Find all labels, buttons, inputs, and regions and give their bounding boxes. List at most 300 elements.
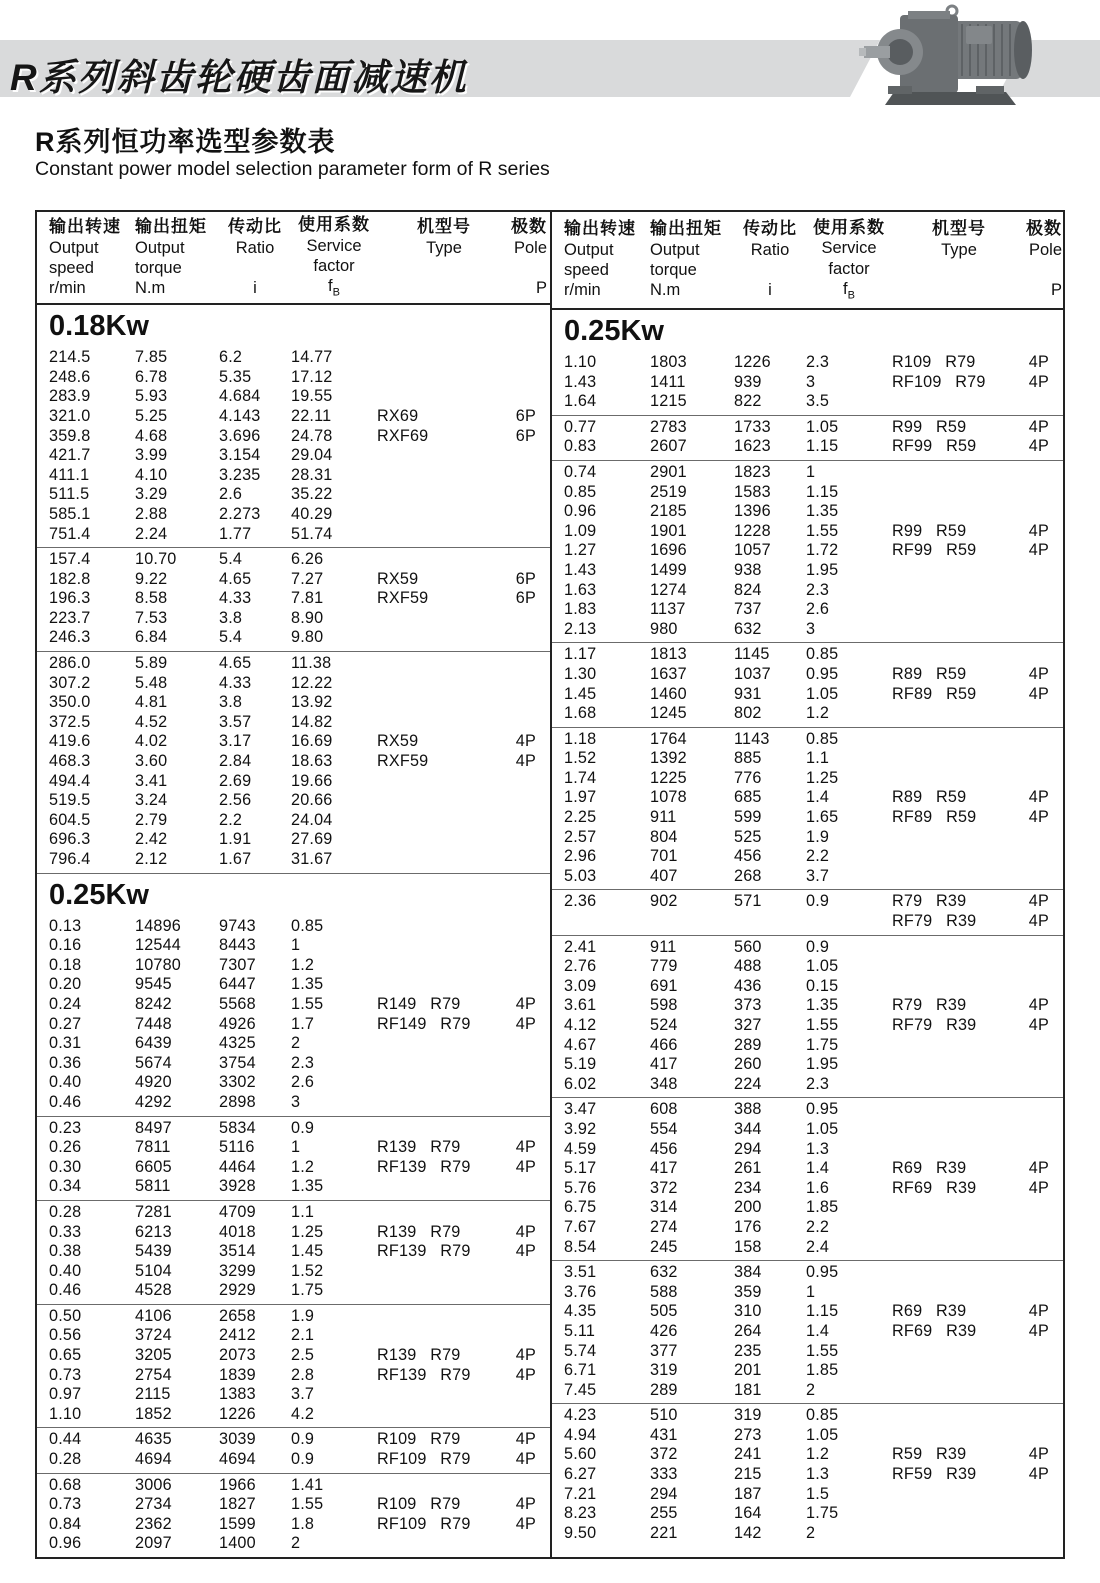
cell-service-factor: 1.9 — [291, 1306, 315, 1325]
cell-type — [377, 1326, 511, 1346]
cell-pole: 4P — [1028, 912, 1049, 931]
cell-type — [377, 674, 511, 694]
header-pole: 极数 Pole P — [1026, 219, 1062, 300]
cell-service-factor: 0.9 — [291, 1118, 315, 1137]
cell-output-speed: 1.18 — [564, 729, 597, 748]
cell-pole: 4P — [1028, 1159, 1049, 1178]
cell-output-speed: 4.67 — [564, 1035, 597, 1054]
cell-service-factor: 35.22 — [291, 485, 333, 504]
table-row — [37, 693, 550, 713]
cell-ratio: 2898 — [219, 1092, 256, 1111]
cell-pole — [1026, 828, 1051, 848]
table-row — [37, 752, 550, 772]
cell-output-speed: 350.0 — [49, 693, 91, 712]
cell-type: R139 R79 — [377, 1222, 461, 1241]
cell-ratio: 3928 — [219, 1177, 256, 1196]
cell-ratio: 5568 — [219, 994, 256, 1013]
cell-type — [892, 828, 1026, 848]
cell-output-speed: 5.60 — [564, 1445, 597, 1464]
cell-ratio: 1827 — [219, 1495, 256, 1514]
cell-pole — [511, 811, 538, 831]
cell-ratio: 310 — [734, 1302, 762, 1321]
cell-pole — [1026, 1036, 1051, 1056]
cell-pole: 4P — [515, 1495, 536, 1514]
cell-service-factor: 1.05 — [806, 957, 839, 976]
table-row — [37, 1242, 550, 1262]
cell-pole: 4P — [515, 1514, 536, 1533]
cell-output-torque: 7448 — [135, 1014, 172, 1033]
cell-pole — [511, 674, 538, 694]
cell-output-torque: 2.42 — [135, 830, 168, 849]
cell-output-speed: 321.0 — [49, 406, 91, 425]
cell-service-factor: 1.15 — [806, 1302, 839, 1321]
cell-ratio: 384 — [734, 1263, 762, 1282]
cell-service-factor: 2 — [291, 1534, 301, 1553]
cell-type — [377, 693, 511, 713]
cell-service-factor: 1.15 — [806, 437, 839, 456]
banner-title: R系列斜齿轮硬齿面减速机 — [10, 57, 468, 98]
cell-output-torque: 3.60 — [135, 752, 168, 771]
cell-pole: 4P — [1028, 437, 1049, 456]
table-row — [37, 1534, 550, 1554]
cell-type — [377, 1534, 511, 1554]
cell-output-speed: 2.13 — [564, 619, 597, 638]
cell-output-speed: 2.57 — [564, 827, 597, 846]
cell-output-torque — [650, 912, 734, 932]
cell-type: RXF59 — [377, 752, 429, 771]
cell-service-factor: 2.6 — [291, 1073, 315, 1092]
cell-type: R59 R39 — [892, 1445, 967, 1464]
cell-ratio: 268 — [734, 866, 762, 885]
cell-output-speed: 3.61 — [564, 996, 597, 1015]
cell-type — [892, 1238, 1026, 1258]
cell-type — [377, 505, 511, 525]
cell-ratio: 737 — [734, 600, 762, 619]
cell-service-factor: 1 — [291, 936, 301, 955]
cell-output-torque: 701 — [650, 847, 678, 866]
cell-pole — [511, 956, 538, 976]
cell-output-speed: 511.5 — [49, 485, 90, 504]
cell-output-speed: 3.51 — [564, 1263, 597, 1282]
cell-ratio: 2658 — [219, 1306, 256, 1325]
table-row — [37, 609, 550, 629]
cell-output-torque: 2185 — [650, 502, 687, 521]
cell-ratio: 2.2 — [219, 810, 243, 829]
cell-ratio: 176 — [734, 1217, 762, 1236]
cell-service-factor: 24.04 — [291, 810, 333, 829]
table-left-half — [37, 212, 550, 1557]
cell-ratio: 1228 — [734, 521, 771, 540]
cell-service-factor: 0.85 — [806, 645, 839, 664]
cell-ratio: 2.56 — [219, 791, 252, 810]
cell-output-speed: 1.27 — [564, 541, 597, 560]
row-block — [37, 1304, 550, 1428]
table-row — [552, 957, 1063, 977]
cell-output-torque: 5104 — [135, 1261, 172, 1280]
cell-output-torque: 3724 — [135, 1326, 172, 1345]
cell-ratio: 260 — [734, 1055, 762, 1074]
cell-service-factor: 1.75 — [806, 1035, 839, 1054]
cell-pole — [511, 1385, 538, 1405]
table-row — [552, 977, 1063, 997]
cell-service-factor: 12.22 — [291, 673, 333, 692]
cell-pole: 4P — [515, 1157, 536, 1176]
table-row — [552, 1055, 1063, 1075]
table-row — [37, 1034, 550, 1054]
cell-pole — [511, 975, 538, 995]
cell-output-speed: 7.45 — [564, 1380, 597, 1399]
cell-type: RF89 R59 — [892, 684, 977, 703]
cell-type: R69 R39 — [892, 1159, 967, 1178]
cell-pole — [511, 1034, 538, 1054]
cell-pole — [1026, 1075, 1051, 1095]
cell-service-factor: 2 — [291, 1034, 301, 1053]
cell-output-torque: 2.12 — [135, 850, 168, 868]
cell-service-factor: 6.26 — [291, 550, 324, 569]
cell-type — [377, 1307, 511, 1327]
cell-service-factor: 1.4 — [806, 1321, 830, 1340]
cell-output-speed: 1.17 — [564, 645, 597, 664]
cell-pole — [1026, 1100, 1051, 1120]
row-block — [37, 915, 550, 1116]
cell-ratio: 2073 — [219, 1346, 256, 1365]
cell-output-speed: 1.09 — [564, 521, 597, 540]
cell-ratio: 4694 — [219, 1450, 256, 1469]
cell-service-factor: 7.81 — [291, 589, 324, 608]
cell-pole — [511, 654, 538, 674]
cell-ratio: 3754 — [219, 1053, 256, 1072]
cell-type — [377, 1177, 511, 1197]
table-row — [37, 811, 550, 831]
cell-pole — [1026, 1406, 1051, 1426]
cell-type — [377, 1203, 511, 1223]
cell-output-torque: 3.99 — [135, 446, 168, 465]
table-row — [552, 392, 1063, 412]
cell-output-torque: 2.88 — [135, 504, 168, 523]
cell-output-torque: 245 — [650, 1237, 678, 1256]
cell-output-torque: 2.79 — [135, 810, 168, 829]
row-block — [37, 1116, 550, 1200]
table-row — [37, 1158, 550, 1178]
table-row — [552, 1426, 1063, 1446]
cell-output-speed: 0.13 — [49, 916, 82, 935]
cell-service-factor: 1.9 — [806, 827, 830, 846]
table-row — [552, 769, 1063, 789]
cell-type: RXF59 — [377, 589, 429, 608]
table-row — [37, 830, 550, 850]
cell-service-factor: 1.4 — [806, 788, 830, 807]
table-row — [552, 892, 1063, 912]
cell-output-torque: 7811 — [135, 1138, 171, 1157]
cell-ratio: 3039 — [219, 1430, 256, 1449]
cell-pole: 4P — [515, 1346, 536, 1365]
cell-pole — [1026, 600, 1051, 620]
cell-output-torque: 8497 — [135, 1118, 172, 1137]
cell-output-torque: 372 — [650, 1178, 678, 1197]
cell-output-torque: 255 — [650, 1504, 678, 1523]
cell-type — [892, 769, 1026, 789]
cell-type — [377, 446, 511, 466]
table-row — [552, 867, 1063, 887]
cell-output-torque: 3.29 — [135, 485, 168, 504]
cell-pole — [1026, 483, 1051, 503]
table-row — [552, 1485, 1063, 1505]
cell-pole — [1026, 463, 1051, 483]
cell-ratio: 824 — [734, 580, 762, 599]
cell-output-speed: 0.73 — [49, 1495, 82, 1514]
cell-ratio: 776 — [734, 768, 762, 787]
cell-service-factor: 1.3 — [806, 1139, 830, 1158]
cell-type — [377, 1034, 511, 1054]
cell-type: RX59 — [377, 569, 419, 588]
cell-pole: 4P — [1028, 892, 1049, 911]
cell-output-speed: 9.50 — [564, 1523, 597, 1542]
cell-type — [892, 1485, 1026, 1505]
cell-ratio: 319 — [734, 1406, 762, 1425]
table-row — [37, 1262, 550, 1282]
cell-service-factor: 1.1 — [291, 1202, 315, 1221]
cell-pole — [1026, 769, 1051, 789]
cell-type: RF89 R59 — [892, 808, 977, 827]
cell-output-torque: 1245 — [650, 704, 687, 723]
cell-type — [377, 654, 511, 674]
cell-pole — [511, 387, 538, 407]
cell-pole — [511, 1476, 538, 1496]
cell-type: RF139 R79 — [377, 1242, 471, 1261]
cell-service-factor: 1.55 — [806, 521, 839, 540]
table-right-body — [552, 310, 1063, 1546]
table-row — [37, 1177, 550, 1197]
cell-ratio: 8443 — [219, 936, 256, 955]
cell-pole: 4P — [515, 732, 536, 751]
cell-output-torque: 407 — [650, 866, 678, 885]
cell-pole — [1026, 1283, 1051, 1303]
cell-service-factor: 1.75 — [806, 1504, 839, 1523]
cell-ratio: 5.4 — [219, 628, 243, 647]
cell-ratio: 685 — [734, 788, 762, 807]
cell-service-factor: 1.55 — [806, 1016, 839, 1034]
table-row — [552, 912, 1063, 932]
cell-output-torque: 4.52 — [135, 712, 168, 731]
cell-output-torque: 8242 — [135, 994, 172, 1013]
cell-output-torque: 1803 — [650, 353, 687, 371]
table-row — [552, 1218, 1063, 1238]
cell-output-speed: 7.67 — [564, 1217, 597, 1236]
cell-output-torque: 4.10 — [135, 465, 168, 484]
cell-output-speed: 0.36 — [49, 1053, 82, 1072]
cell-type — [892, 483, 1026, 503]
cell-output-speed: 3.47 — [564, 1100, 597, 1119]
cell-pole — [511, 1119, 538, 1139]
cell-type: R69 R39 — [892, 1302, 967, 1321]
cell-service-factor: 1.85 — [806, 1198, 839, 1217]
cell-output-torque: 510 — [650, 1406, 678, 1425]
table-row — [552, 561, 1063, 581]
cell-type — [377, 830, 511, 850]
cell-service-factor: 1.55 — [806, 1341, 839, 1360]
cell-output-speed: 223.7 — [49, 608, 91, 627]
service-factor-symbol: $f_B$ — [843, 279, 855, 301]
cell-service-factor: 1.05 — [806, 417, 839, 436]
cell-output-speed: 6.02 — [564, 1074, 597, 1093]
cell-type — [377, 811, 511, 831]
cell-service-factor: 0.9 — [291, 1450, 315, 1469]
cell-type — [377, 1281, 511, 1301]
cell-service-factor: 2.4 — [806, 1237, 830, 1256]
cell-type — [377, 850, 511, 870]
cell-output-speed: 3.09 — [564, 976, 597, 995]
cell-output-speed: 4.94 — [564, 1425, 597, 1444]
cell-type — [892, 1406, 1026, 1426]
cell-ratio: 3299 — [219, 1261, 256, 1280]
cell-ratio: 181 — [734, 1380, 762, 1399]
cell-output-torque: 1499 — [650, 560, 687, 579]
cell-pole — [1026, 749, 1051, 769]
cell-output-torque: 911 — [650, 808, 677, 827]
cell-type: RF79 R39 — [892, 912, 977, 931]
cell-output-speed: 1.52 — [564, 749, 597, 768]
cell-type: RF139 R79 — [377, 1365, 471, 1384]
cell-service-factor: 29.04 — [291, 446, 333, 465]
cell-type: RF139 R79 — [377, 1157, 471, 1176]
table-row — [552, 1016, 1063, 1036]
cell-output-speed: 419.6 — [49, 732, 91, 751]
cell-type: R109 R79 — [892, 353, 976, 371]
cell-ratio: 4.143 — [219, 406, 261, 425]
cell-ratio: 3.696 — [219, 426, 261, 445]
cell-type — [892, 1524, 1026, 1544]
table-row — [37, 1385, 550, 1405]
cell-pole — [1026, 1198, 1051, 1218]
cell-service-factor: 1.35 — [291, 975, 324, 994]
cell-type: RF69 R39 — [892, 1178, 977, 1197]
cell-ratio: 939 — [734, 372, 762, 391]
cell-service-factor — [806, 912, 892, 932]
cell-type — [892, 600, 1026, 620]
cell-pole — [511, 1405, 538, 1425]
cell-ratio: 938 — [734, 560, 762, 579]
table-row — [552, 1100, 1063, 1120]
cell-service-factor: 1.2 — [291, 955, 315, 974]
cell-service-factor: 11.38 — [291, 654, 332, 673]
cell-ratio: 1145 — [734, 645, 770, 664]
cell-output-torque: 2519 — [650, 482, 687, 501]
cell-output-torque: 9545 — [135, 975, 172, 994]
cell-output-speed: 0.38 — [49, 1242, 82, 1261]
cell-pole: 4P — [1028, 1321, 1049, 1340]
cell-output-torque: 1764 — [650, 729, 687, 748]
cell-output-speed: 3.92 — [564, 1119, 597, 1138]
cell-pole — [511, 917, 538, 937]
cell-pole: 4P — [515, 1365, 536, 1384]
cell-type: RF69 R39 — [892, 1321, 977, 1340]
cell-service-factor: 1.2 — [291, 1157, 315, 1176]
cell-output-speed: 4.35 — [564, 1302, 597, 1321]
table-row — [37, 589, 550, 609]
cell-ratio: 1839 — [219, 1365, 256, 1384]
cell-service-factor: 0.9 — [291, 1430, 315, 1449]
table-row — [37, 466, 550, 486]
table-row — [37, 407, 550, 427]
cell-service-factor: 4.2 — [291, 1404, 315, 1423]
cell-pole: 6P — [515, 589, 536, 608]
cell-output-torque: 221 — [650, 1523, 678, 1542]
cell-output-torque: 8.58 — [135, 589, 168, 608]
cell-service-factor: 1.15 — [806, 482, 839, 501]
cell-output-torque: 1411 — [650, 372, 686, 391]
cell-output-torque: 5.93 — [135, 387, 168, 406]
table-row — [37, 1450, 550, 1470]
cell-output-torque: 2734 — [135, 1495, 172, 1514]
cell-output-speed: 0.28 — [49, 1450, 82, 1469]
cell-output-torque: 2607 — [650, 437, 687, 456]
cell-ratio: 4709 — [219, 1202, 256, 1221]
cell-service-factor: 1.35 — [806, 502, 839, 521]
cell-service-factor: 1.2 — [806, 704, 830, 723]
cell-output-speed: 519.5 — [49, 791, 91, 810]
cell-output-torque: 466 — [650, 1035, 678, 1054]
table-row — [552, 600, 1063, 620]
cell-ratio: 525 — [734, 827, 762, 846]
cell-service-factor: 16.69 — [291, 732, 333, 751]
cell-output-torque: 9.22 — [135, 569, 168, 588]
table-row — [37, 387, 550, 407]
cell-type: R149 R79 — [377, 994, 461, 1013]
table-row — [37, 368, 550, 388]
table-row — [37, 1073, 550, 1093]
cell-pole — [511, 791, 538, 811]
cell-ratio: 273 — [734, 1425, 762, 1444]
cell-type — [377, 1476, 511, 1496]
cell-output-torque: 4.81 — [135, 693, 168, 712]
cell-ratio: 359 — [734, 1282, 762, 1301]
cell-type — [377, 485, 511, 505]
cell-service-factor: 1.55 — [291, 1495, 324, 1514]
cell-output-torque: 5.89 — [135, 654, 168, 673]
cell-output-torque: 911 — [650, 937, 677, 956]
cell-service-factor: 3 — [806, 619, 816, 638]
cell-service-factor: 27.69 — [291, 830, 333, 849]
cell-output-speed: 1.30 — [564, 664, 597, 683]
cell-ratio: 1057 — [734, 541, 771, 560]
table-row — [552, 437, 1063, 457]
table-row — [37, 348, 550, 368]
cell-ratio: 4.65 — [219, 654, 252, 673]
cell-type — [377, 956, 511, 976]
cell-output-speed: 359.8 — [49, 426, 91, 445]
table-row — [552, 463, 1063, 483]
table-row — [37, 1307, 550, 1327]
cell-type — [892, 1342, 1026, 1362]
cell-ratio: 234 — [734, 1178, 762, 1197]
table-row — [552, 645, 1063, 665]
table-row — [552, 353, 1063, 373]
table-row — [37, 936, 550, 956]
cell-service-factor: 1.95 — [806, 560, 839, 579]
table-row — [552, 1302, 1063, 1322]
cell-output-speed: 1.10 — [564, 353, 597, 371]
cell-output-torque: 5811 — [135, 1177, 171, 1196]
cell-service-factor: 1.1 — [806, 749, 830, 768]
cell-type — [377, 387, 511, 407]
cell-pole — [1026, 730, 1051, 750]
table-row — [37, 1326, 550, 1346]
cell-output-speed: 1.97 — [564, 788, 597, 807]
cell-output-speed: 5.74 — [564, 1341, 597, 1360]
cell-pole — [511, 830, 538, 850]
table-row — [37, 1281, 550, 1301]
cell-pole — [1026, 1342, 1051, 1362]
